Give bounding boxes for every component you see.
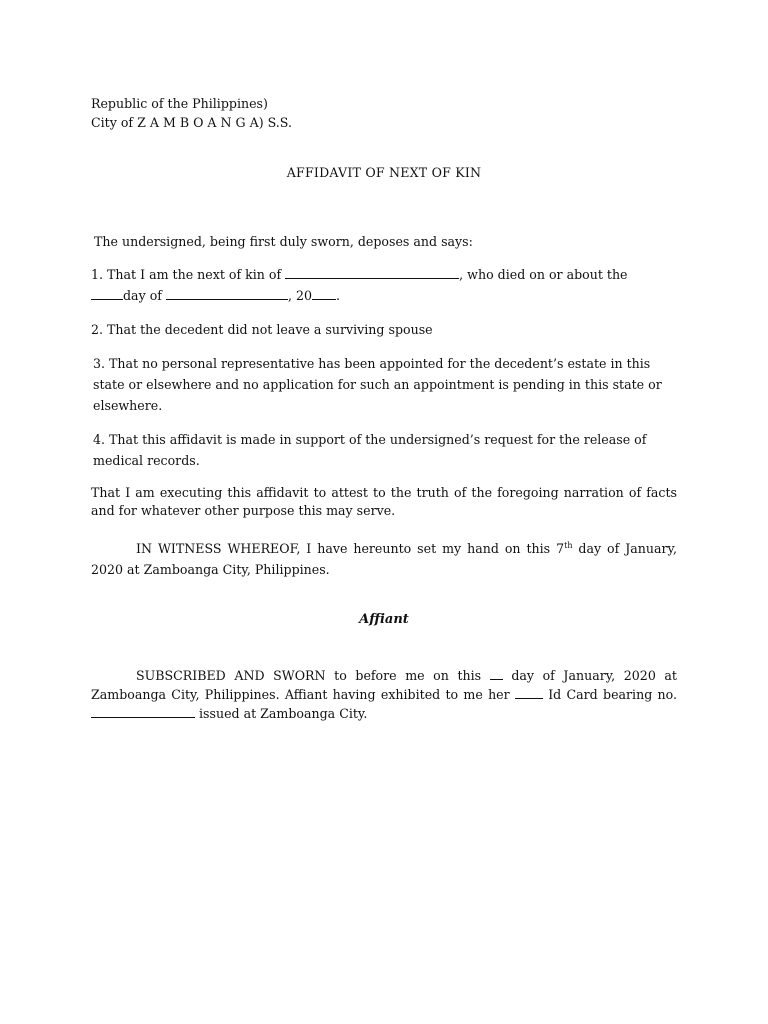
item1-text-a: 1. That I am the next of kin of <box>91 267 286 282</box>
jurat-text-b: day of January, 2020 at Zamboanga City, Philippines. Affiant having exhibited to me her <box>91 668 677 702</box>
witness-text-a: IN WITNESS WHEREOF, I have hereunto set my hand on this 7 <box>136 541 565 556</box>
venue-line-city: City of Z A M B O A N G A) S.S. <box>91 115 292 130</box>
jurat-paragraph <box>91 666 677 723</box>
witness-paragraph <box>91 538 677 580</box>
death-year-blank <box>312 287 336 300</box>
death-day-blank <box>91 287 123 300</box>
decedent-name-blank <box>285 266 459 279</box>
jurat-text-c: Id Card bearing no. <box>542 687 677 702</box>
jurat-text-a: SUBSCRIBED AND SWORN to before me on this <box>136 668 490 683</box>
death-month-blank <box>166 287 288 300</box>
item1-text-c: day of <box>123 288 166 303</box>
paragraph-item-1 <box>91 264 677 306</box>
venue-line-republic: Republic of the Philippines) <box>91 96 268 111</box>
affiant-label: Affiant <box>359 612 409 627</box>
id-card-type-blank <box>515 686 543 699</box>
document-title: AFFIDAVIT OF NEXT OF KIN <box>286 165 482 180</box>
item1-text-d: , 20 <box>287 288 312 303</box>
paragraph-item-2: 2. That the decedent did not leave a surviving spouse <box>91 322 433 337</box>
intro-paragraph: The undersigned, being first duly sworn, deposes and says: <box>94 234 473 249</box>
paragraph-item-3: 3. That no personal representative has been appointed for the decedent’s estate in this state or elsewhere and no application for such an appointment is pending in this state or elsewhere. <box>93 356 662 413</box>
witness-text-b: day of January, 2020 at Zamboanga City, Philippines. <box>91 541 677 577</box>
item1-text-e: . <box>335 288 340 303</box>
jurat-day-blank <box>490 667 503 680</box>
id-card-number-blank <box>91 705 195 718</box>
jurat-text-d: issued at Zamboanga City. <box>195 706 368 721</box>
paragraph-item-4: 4. That this affidavit is made in support of the undersigned’s request for the release of medical records. <box>93 432 647 468</box>
executing-paragraph: That I am executing this affidavit to attest to the truth of the foregoing narration of facts and for whatever other purpose this may serve. <box>91 485 677 518</box>
item1-text-b: , who died on or about the <box>459 267 628 282</box>
witness-ordinal: th <box>564 540 573 550</box>
venue-header <box>91 94 292 132</box>
